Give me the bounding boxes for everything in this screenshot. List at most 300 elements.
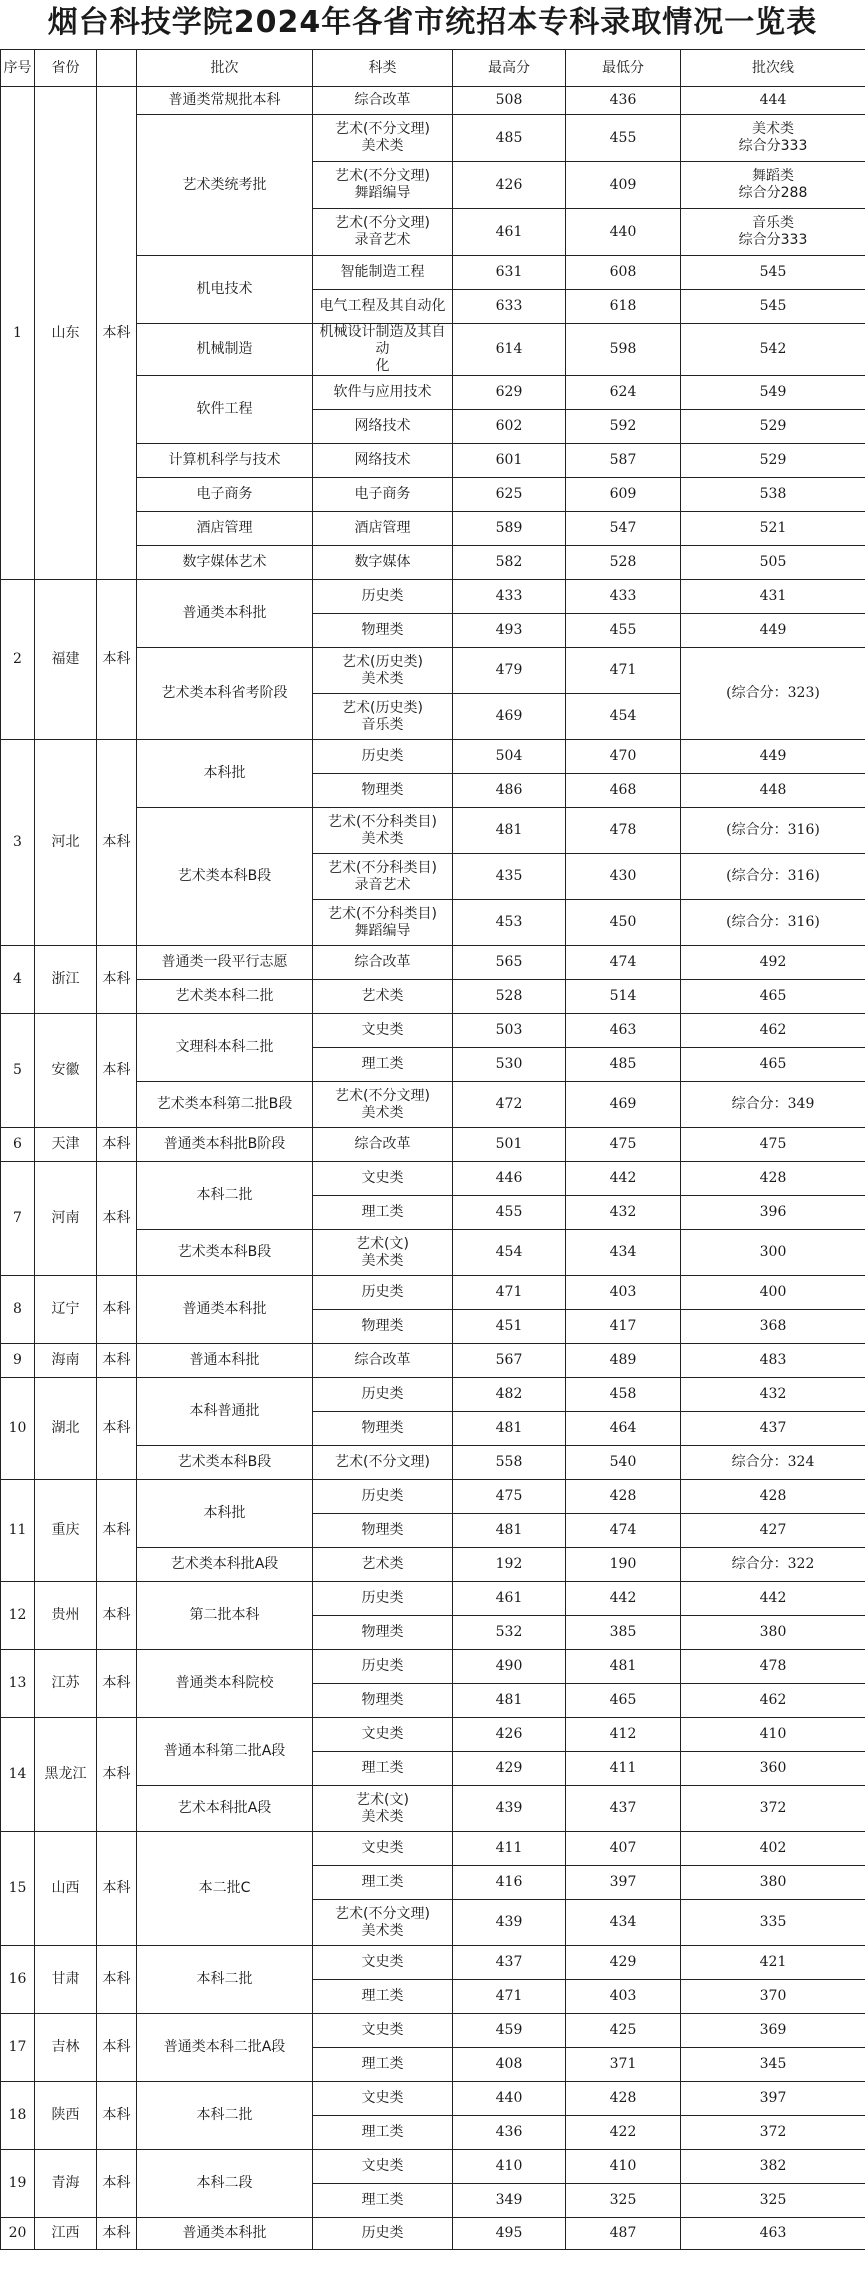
subject-cell: 理工类 (313, 2048, 453, 2082)
line-cell: 380 (681, 1616, 865, 1650)
batch-cell: 本科二批 (137, 1162, 313, 1230)
subject-cell: 物理类 (313, 1310, 453, 1344)
line-cell: (综合分：316) (681, 808, 865, 854)
min-cell: 618 (566, 290, 681, 324)
max-cell: 416 (453, 1866, 566, 1900)
line-cell: 442 (681, 1582, 865, 1616)
subject-cell: 物理类 (313, 774, 453, 808)
seq-cell: 13 (1, 1650, 35, 1718)
line-cell: 360 (681, 1752, 865, 1786)
min-cell: 442 (566, 1162, 681, 1196)
batch-cell: 艺术类本科批A段 (137, 1548, 313, 1582)
batch-cell: 计算机科学与技术 (137, 444, 313, 478)
line-cell: 492 (681, 946, 865, 980)
batch-cell: 普通类本科批 (137, 580, 313, 648)
subject-cell: 电子商务 (313, 478, 453, 512)
min-cell: 440 (566, 209, 681, 256)
subject-cell: 理工类 (313, 1196, 453, 1230)
page-title: 烟台科技学院2024年各省市统招本专科录取情况一览表 (47, 5, 818, 40)
seq-cell: 15 (1, 1832, 35, 1946)
province-cell: 辽宁 (35, 1276, 97, 1344)
seq-cell: 8 (1, 1276, 35, 1344)
max-cell: 451 (453, 1310, 566, 1344)
batch-cell: 本科二批 (137, 2082, 313, 2150)
province-cell: 重庆 (35, 1480, 97, 1582)
province-cell: 天津 (35, 1128, 97, 1162)
batch-cell: 艺术类本科B段 (137, 808, 313, 946)
table-row (1, 1378, 865, 1412)
line-cell: 465 (681, 980, 865, 1014)
subject-cell: 物理类 (313, 1412, 453, 1446)
admission-table (0, 49, 865, 2250)
province-cell: 江西 (35, 2218, 97, 2250)
min-cell: 385 (566, 1616, 681, 1650)
header-province: 省份 (35, 50, 97, 87)
line-cell: 335 (681, 1900, 865, 1946)
min-cell: 442 (566, 1582, 681, 1616)
min-cell: 433 (566, 580, 681, 614)
seq-cell: 14 (1, 1718, 35, 1832)
max-cell: 192 (453, 1548, 566, 1582)
line-cell: 529 (681, 410, 865, 444)
subject-cell: 艺术(文) 美术类 (313, 1230, 453, 1276)
subject-cell: 文史类 (313, 2014, 453, 2048)
min-cell: 547 (566, 512, 681, 546)
min-cell: 485 (566, 1048, 681, 1082)
min-cell: 434 (566, 1900, 681, 1946)
min-cell: 190 (566, 1548, 681, 1582)
max-cell: 481 (453, 1684, 566, 1718)
subject-cell: 艺术(不分科类目) 舞蹈编导 (313, 900, 453, 946)
min-cell: 598 (566, 324, 681, 376)
header-row (1, 50, 865, 87)
min-cell: 540 (566, 1446, 681, 1480)
min-cell: 397 (566, 1866, 681, 1900)
min-cell: 409 (566, 162, 681, 209)
seq-cell: 9 (1, 1344, 35, 1378)
line-cell: 397 (681, 2082, 865, 2116)
min-cell: 436 (566, 87, 681, 115)
max-cell: 408 (453, 2048, 566, 2082)
batch-cell: 艺术本科批A段 (137, 1786, 313, 1832)
max-cell: 481 (453, 808, 566, 854)
line-cell: 465 (681, 1048, 865, 1082)
level-cell: 本科 (97, 740, 137, 946)
min-cell: 470 (566, 740, 681, 774)
max-cell: 426 (453, 1718, 566, 1752)
level-cell: 本科 (97, 1480, 137, 1582)
province-cell: 湖北 (35, 1378, 97, 1480)
subject-cell: 机械设计制造及其自动 化 (313, 324, 453, 376)
header-max: 最高分 (453, 50, 566, 87)
subject-cell: 理工类 (313, 2184, 453, 2218)
subject-cell: 综合改革 (313, 1344, 453, 1378)
min-cell: 371 (566, 2048, 681, 2082)
max-cell: 485 (453, 115, 566, 162)
province-cell: 江苏 (35, 1650, 97, 1718)
province-cell: 青海 (35, 2150, 97, 2218)
subject-cell: 物理类 (313, 1684, 453, 1718)
min-cell: 514 (566, 980, 681, 1014)
level-cell: 本科 (97, 1718, 137, 1832)
subject-cell: 艺术(不分文理) (313, 1446, 453, 1480)
line-cell: 545 (681, 290, 865, 324)
min-cell: 624 (566, 376, 681, 410)
batch-cell: 普通类本科批B阶段 (137, 1128, 313, 1162)
min-cell: 428 (566, 2082, 681, 2116)
subject-cell: 艺术类 (313, 1548, 453, 1582)
min-cell: 481 (566, 1650, 681, 1684)
level-cell: 本科 (97, 1946, 137, 2014)
min-cell: 407 (566, 1832, 681, 1866)
max-cell: 446 (453, 1162, 566, 1196)
max-cell: 508 (453, 87, 566, 115)
line-cell: 美术类 综合分333 (681, 115, 865, 162)
min-cell: 474 (566, 1514, 681, 1548)
batch-cell: 数字媒体艺术 (137, 546, 313, 580)
level-cell: 本科 (97, 1582, 137, 1650)
max-cell: 411 (453, 1832, 566, 1866)
min-cell: 528 (566, 546, 681, 580)
seq-cell: 4 (1, 946, 35, 1014)
line-cell: 475 (681, 1128, 865, 1162)
subject-cell: 网络技术 (313, 444, 453, 478)
subject-cell: 艺术(历史类) 音乐类 (313, 694, 453, 740)
line-cell: 368 (681, 1310, 865, 1344)
min-cell: 432 (566, 1196, 681, 1230)
table-row (1, 1480, 865, 1514)
subject-cell: 艺术(不分科类目) 美术类 (313, 808, 453, 854)
batch-cell: 艺术类本科省考阶段 (137, 648, 313, 740)
min-cell: 463 (566, 1014, 681, 1048)
subject-cell: 历史类 (313, 740, 453, 774)
min-cell: 403 (566, 1980, 681, 2014)
subject-cell: 艺术(不分科类目) 录音艺术 (313, 854, 453, 900)
line-cell: 444 (681, 87, 865, 115)
max-cell: 631 (453, 256, 566, 290)
min-cell: 458 (566, 1378, 681, 1412)
line-cell: 345 (681, 2048, 865, 2082)
level-cell: 本科 (97, 2082, 137, 2150)
subject-cell: 文史类 (313, 1832, 453, 1866)
max-cell: 439 (453, 1900, 566, 1946)
max-cell: 503 (453, 1014, 566, 1048)
header-min: 最低分 (566, 50, 681, 87)
line-cell: 428 (681, 1480, 865, 1514)
line-cell: 400 (681, 1276, 865, 1310)
table-row (1, 1162, 865, 1196)
line-cell: (综合分：316) (681, 900, 865, 946)
max-cell: 582 (453, 546, 566, 580)
min-cell: 325 (566, 2184, 681, 2218)
batch-cell: 普通本科批 (137, 1344, 313, 1378)
min-cell: 474 (566, 946, 681, 980)
max-cell: 567 (453, 1344, 566, 1378)
max-cell: 472 (453, 1082, 566, 1128)
subject-cell: 艺术(不分文理) 美术类 (313, 1900, 453, 1946)
max-cell: 532 (453, 1616, 566, 1650)
line-cell: 380 (681, 1866, 865, 1900)
line-cell: 542 (681, 324, 865, 376)
line-cell: 421 (681, 1946, 865, 1980)
min-cell: 417 (566, 1310, 681, 1344)
seq-cell: 11 (1, 1480, 35, 1582)
max-cell: 439 (453, 1786, 566, 1832)
subject-cell: 物理类 (313, 1616, 453, 1650)
max-cell: 433 (453, 580, 566, 614)
line-cell: 521 (681, 512, 865, 546)
subject-cell: 历史类 (313, 1276, 453, 1310)
min-cell: 428 (566, 1480, 681, 1514)
table-body (1, 87, 865, 2250)
seq-cell: 6 (1, 1128, 35, 1162)
batch-cell: 艺术类本科B段 (137, 1230, 313, 1276)
subject-cell: 数字媒体 (313, 546, 453, 580)
batch-cell: 普通类常规批本科 (137, 87, 313, 115)
line-cell: (综合分：316) (681, 854, 865, 900)
batch-cell: 普通类本科批 (137, 2218, 313, 2250)
min-cell: 437 (566, 1786, 681, 1832)
batch-cell: 普通类本科二批A段 (137, 2014, 313, 2082)
line-cell: 325 (681, 2184, 865, 2218)
min-cell: 412 (566, 1718, 681, 1752)
seq-cell: 2 (1, 580, 35, 740)
batch-cell: 酒店管理 (137, 512, 313, 546)
subject-cell: 艺术(历史类) 美术类 (313, 648, 453, 694)
max-cell: 437 (453, 1946, 566, 1980)
line-cell: 综合分：322 (681, 1548, 865, 1582)
table-row (1, 2150, 865, 2184)
max-cell: 455 (453, 1196, 566, 1230)
min-cell: 592 (566, 410, 681, 444)
province-cell: 山西 (35, 1832, 97, 1946)
subject-cell: 艺术(不分文理) 美术类 (313, 1082, 453, 1128)
subject-cell: 历史类 (313, 2218, 453, 2250)
min-cell: 430 (566, 854, 681, 900)
line-cell: 529 (681, 444, 865, 478)
subject-cell: 理工类 (313, 1752, 453, 1786)
subject-cell: 理工类 (313, 1980, 453, 2014)
min-cell: 464 (566, 1412, 681, 1446)
seq-cell: 10 (1, 1378, 35, 1480)
seq-cell: 16 (1, 1946, 35, 2014)
max-cell: 501 (453, 1128, 566, 1162)
subject-cell: 物理类 (313, 614, 453, 648)
min-cell: 403 (566, 1276, 681, 1310)
seq-cell: 1 (1, 87, 35, 580)
seq-cell: 7 (1, 1162, 35, 1276)
subject-cell: 文史类 (313, 2150, 453, 2184)
subject-cell: 艺术(不分文理) 录音艺术 (313, 209, 453, 256)
province-cell: 吉林 (35, 2014, 97, 2082)
line-cell: (综合分：323) (681, 648, 865, 740)
max-cell: 589 (453, 512, 566, 546)
level-cell: 本科 (97, 87, 137, 580)
max-cell: 601 (453, 444, 566, 478)
table-row (1, 1650, 865, 1684)
max-cell: 602 (453, 410, 566, 444)
line-cell: 437 (681, 1412, 865, 1446)
max-cell: 349 (453, 2184, 566, 2218)
batch-cell: 艺术类统考批 (137, 115, 313, 256)
line-cell: 545 (681, 256, 865, 290)
batch-cell: 第二批本科 (137, 1582, 313, 1650)
batch-cell: 普通类本科批 (137, 1276, 313, 1344)
subject-cell: 历史类 (313, 1378, 453, 1412)
subject-cell: 物理类 (313, 1514, 453, 1548)
batch-cell: 本二批C (137, 1832, 313, 1946)
max-cell: 475 (453, 1480, 566, 1514)
header-level (97, 50, 137, 87)
line-cell: 300 (681, 1230, 865, 1276)
table-row (1, 2082, 865, 2116)
province-cell: 河北 (35, 740, 97, 946)
line-cell: 538 (681, 478, 865, 512)
level-cell: 本科 (97, 1650, 137, 1718)
level-cell: 本科 (97, 1276, 137, 1344)
seq-cell: 17 (1, 2014, 35, 2082)
level-cell: 本科 (97, 2150, 137, 2218)
batch-cell: 机械制造 (137, 324, 313, 376)
max-cell: 614 (453, 324, 566, 376)
table-row (1, 740, 865, 774)
min-cell: 450 (566, 900, 681, 946)
max-cell: 558 (453, 1446, 566, 1480)
level-cell: 本科 (97, 2014, 137, 2082)
max-cell: 633 (453, 290, 566, 324)
table-row (1, 580, 865, 614)
table-row (1, 1718, 865, 1752)
subject-cell: 艺术类 (313, 980, 453, 1014)
province-cell: 黑龙江 (35, 1718, 97, 1832)
min-cell: 478 (566, 808, 681, 854)
province-cell: 浙江 (35, 946, 97, 1014)
batch-cell: 普通类一段平行志愿 (137, 946, 313, 980)
subject-cell: 软件与应用技术 (313, 376, 453, 410)
province-cell: 陕西 (35, 2082, 97, 2150)
line-cell: 402 (681, 1832, 865, 1866)
line-cell: 449 (681, 740, 865, 774)
min-cell: 471 (566, 648, 681, 694)
line-cell: 462 (681, 1014, 865, 1048)
max-cell: 479 (453, 648, 566, 694)
min-cell: 468 (566, 774, 681, 808)
line-cell: 505 (681, 546, 865, 580)
min-cell: 410 (566, 2150, 681, 2184)
min-cell: 434 (566, 1230, 681, 1276)
max-cell: 440 (453, 2082, 566, 2116)
line-cell: 448 (681, 774, 865, 808)
batch-cell: 本科二段 (137, 2150, 313, 2218)
min-cell: 587 (566, 444, 681, 478)
min-cell: 469 (566, 1082, 681, 1128)
subject-cell: 理工类 (313, 2116, 453, 2150)
line-cell: 432 (681, 1378, 865, 1412)
subject-cell: 网络技术 (313, 410, 453, 444)
line-cell: 483 (681, 1344, 865, 1378)
batch-cell: 软件工程 (137, 376, 313, 444)
max-cell: 495 (453, 2218, 566, 2250)
subject-cell: 历史类 (313, 1480, 453, 1514)
level-cell: 本科 (97, 1162, 137, 1276)
line-cell: 396 (681, 1196, 865, 1230)
table-row (1, 1128, 865, 1162)
min-cell: 455 (566, 614, 681, 648)
seq-cell: 5 (1, 1014, 35, 1128)
min-cell: 487 (566, 2218, 681, 2250)
max-cell: 426 (453, 162, 566, 209)
line-cell: 462 (681, 1684, 865, 1718)
subject-cell: 综合改革 (313, 946, 453, 980)
max-cell: 625 (453, 478, 566, 512)
min-cell: 425 (566, 2014, 681, 2048)
level-cell: 本科 (97, 1344, 137, 1378)
batch-cell: 艺术类本科B段 (137, 1446, 313, 1480)
max-cell: 436 (453, 2116, 566, 2150)
level-cell: 本科 (97, 2218, 137, 2250)
seq-cell: 19 (1, 2150, 35, 2218)
table-row (1, 2218, 865, 2250)
table-row (1, 2014, 865, 2048)
max-cell: 490 (453, 1650, 566, 1684)
min-cell: 411 (566, 1752, 681, 1786)
table-row (1, 1276, 865, 1310)
table-row (1, 1582, 865, 1616)
batch-cell: 本科二批 (137, 1946, 313, 2014)
max-cell: 493 (453, 614, 566, 648)
line-cell: 431 (681, 580, 865, 614)
subject-cell: 文史类 (313, 1014, 453, 1048)
min-cell: 429 (566, 1946, 681, 1980)
table-row (1, 946, 865, 980)
batch-cell: 艺术类本科二批 (137, 980, 313, 1014)
max-cell: 469 (453, 694, 566, 740)
max-cell: 471 (453, 1276, 566, 1310)
province-cell: 甘肃 (35, 1946, 97, 2014)
max-cell: 459 (453, 2014, 566, 2048)
max-cell: 482 (453, 1378, 566, 1412)
level-cell: 本科 (97, 1128, 137, 1162)
subject-cell: 文史类 (313, 2082, 453, 2116)
table-row (1, 87, 865, 115)
subject-cell: 酒店管理 (313, 512, 453, 546)
subject-cell: 智能制造工程 (313, 256, 453, 290)
line-cell: 428 (681, 1162, 865, 1196)
table-row (1, 1014, 865, 1048)
max-cell: 453 (453, 900, 566, 946)
province-cell: 安徽 (35, 1014, 97, 1128)
min-cell: 489 (566, 1344, 681, 1378)
level-cell: 本科 (97, 580, 137, 740)
min-cell: 608 (566, 256, 681, 290)
batch-cell: 本科普通批 (137, 1378, 313, 1446)
line-cell: 370 (681, 1980, 865, 2014)
line-cell: 综合分：324 (681, 1446, 865, 1480)
batch-cell: 本科批 (137, 740, 313, 808)
line-cell: 478 (681, 1650, 865, 1684)
max-cell: 504 (453, 740, 566, 774)
level-cell: 本科 (97, 1378, 137, 1480)
seq-cell: 20 (1, 2218, 35, 2250)
max-cell: 565 (453, 946, 566, 980)
subject-cell: 艺术(不分文理) 舞蹈编导 (313, 162, 453, 209)
subject-cell: 文史类 (313, 1718, 453, 1752)
line-cell: 372 (681, 1786, 865, 1832)
subject-cell: 历史类 (313, 1582, 453, 1616)
line-cell: 410 (681, 1718, 865, 1752)
province-cell: 山东 (35, 87, 97, 580)
subject-cell: 历史类 (313, 580, 453, 614)
